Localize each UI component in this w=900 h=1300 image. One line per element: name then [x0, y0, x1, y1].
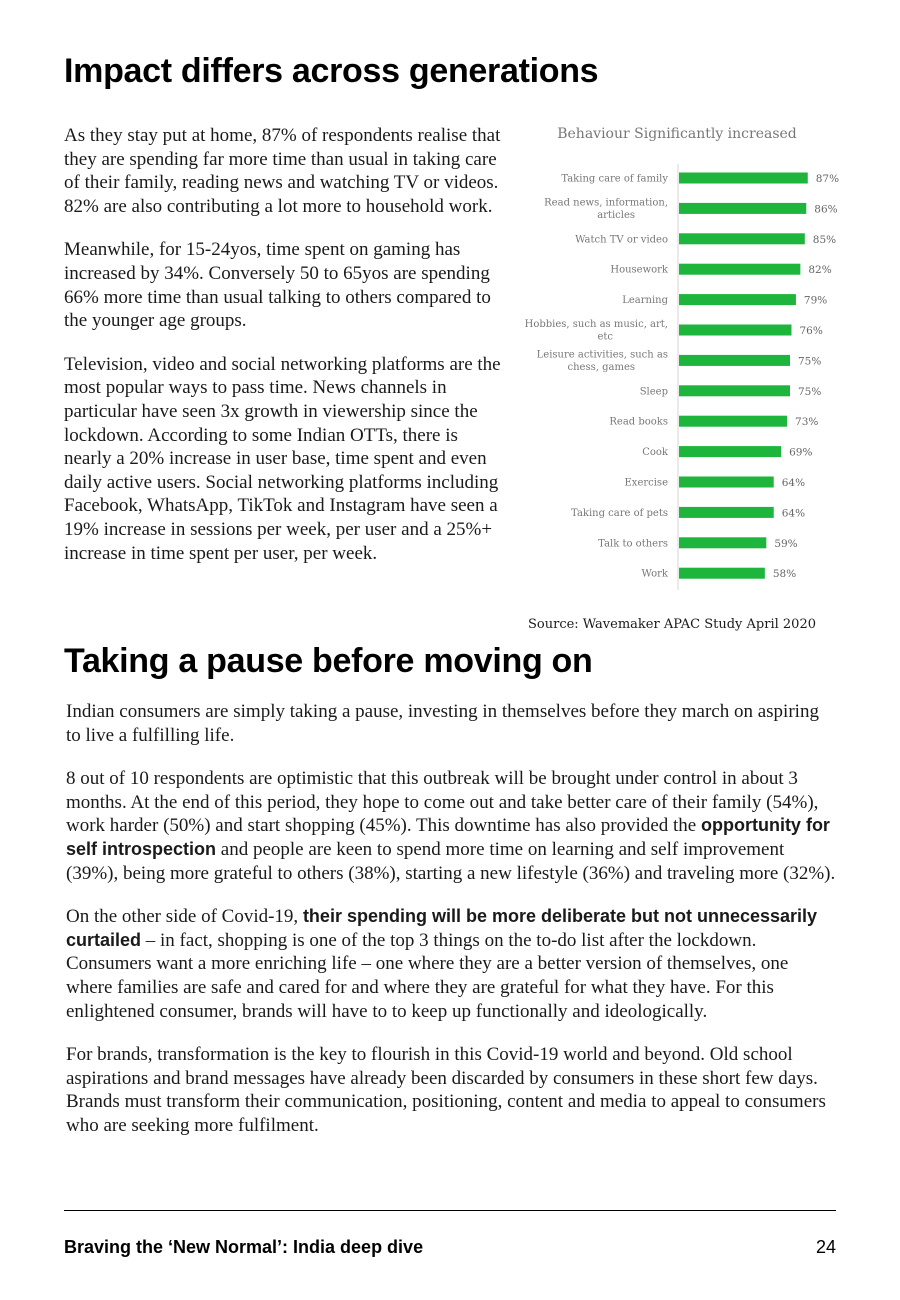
bar-cook: [679, 446, 781, 457]
paragraph-taking-pause: Indian consumers are simply taking a pause, investing in themselves before they march on aspiring to live a fulfilling life.: [66, 701, 819, 746]
category-label-line: Talk to others: [598, 538, 668, 550]
category-label: [622, 295, 668, 306]
category-label: [640, 386, 668, 397]
category-label: [571, 508, 668, 519]
bar-value-label: 64%: [781, 507, 806, 520]
bar-value-label: 73%: [795, 416, 819, 429]
category-label: [625, 478, 669, 489]
bar-value-label: 64%: [781, 477, 806, 489]
text-run: 8 out of 10 respondents are optimistic that this outbreak will be brought under control in about 3 months. At the end of this period, they hope to come out and take better care of their family (54%), work harder (50%) and start shopping (45%). This downtime has also provided the: [66, 768, 819, 837]
bar-watch-tv-or-video: [679, 233, 805, 244]
category-label-line: Read books: [609, 416, 668, 428]
bar-value-label: 79%: [803, 294, 828, 307]
category-label-line: Leisure activities, such as: [536, 349, 668, 361]
bar-value-label: 86%: [814, 203, 838, 216]
category-label: [609, 417, 668, 428]
category-label-line: Cook: [642, 447, 668, 459]
category-label-line: Watch TV or video: [575, 234, 668, 246]
page-number: 24: [815, 1237, 836, 1257]
category-label: [525, 319, 668, 343]
category-label-line: Work: [641, 568, 668, 580]
chart-source: Source: Wavemaker APAC Study April 2020: [528, 617, 816, 632]
category-label: [598, 538, 668, 549]
category-label-line: Read news, information,: [544, 197, 668, 209]
text-run: and people are keen to spend more time on learning and self improvement (39%), being more grateful to others (38%), starting a new lifestyle (36%) and traveling more (32%).: [66, 838, 836, 884]
category-label-line: articles: [597, 209, 635, 221]
paragraph-media-platforms: Television, video and social networking platforms are the most popular ways to pass time. News channels in particular have seen 3x growth in viewership since the lockdown. According to some Indian OTTs, there is nearly a 20% increase in user base, time spent and even daily active users. Social networking platforms including Facebook, WhatsApp, TikTok and Instagram have seen a 19% increase in sessions per week, per user and a 25%+ increase in time spent per user, per week.: [64, 353, 501, 564]
category-label: [642, 447, 669, 458]
category-label-line: Housework: [610, 264, 668, 276]
section-title-impact: Impact differs across generations: [64, 52, 599, 90]
category-label: [642, 569, 669, 580]
body-text-pause: [66, 700, 836, 1158]
bar-work: [679, 568, 765, 579]
category-label: [537, 349, 668, 373]
section-title-pause: Taking a pause before moving on: [64, 642, 593, 680]
bar-value-label: 59%: [774, 537, 798, 550]
bar-value-label: 58%: [772, 568, 797, 581]
footer-divider: [64, 1210, 836, 1211]
category-label: [610, 265, 669, 276]
emphasis-spending-deliberate: their spending will be more deliberate but not unnecessarily curtailed: [66, 906, 818, 950]
bar-value-label: 69%: [789, 446, 813, 459]
text-run: On the other side of Covid-19,: [66, 906, 303, 928]
bar-hobbies-such-as-music-art-etc: [679, 325, 791, 336]
behaviour-bar-chart: [520, 120, 840, 640]
intro-text-column: [64, 124, 504, 585]
bar-taking-care-of-family: [679, 173, 808, 184]
paragraph-brands-transformation: For brands, transformation is the key to flourish in this Covid-19 world and beyond. Old school aspirations and brand messages have already been discarded by consumers in these short few days. Brands must transform their communication, positioning, content and media to appeal to consumers who are seeking more fulfilment.: [66, 1044, 826, 1136]
paragraph-family-time: As they stay put at home, 87% of respondents realise that they are spending far more time than usual in taking care of their family, reading news and watching TV or videos. 82% are also contributing a lot more to household work.: [64, 125, 501, 217]
bar-read-books: [679, 416, 787, 427]
chart-title: Behaviour Significantly increased: [557, 126, 797, 142]
category-label: [561, 174, 668, 185]
emphasis-self-introspection: opportunity for self introspection: [66, 815, 830, 859]
category-label-line: Exercise: [624, 477, 668, 489]
text-run: – in fact, shopping is one of the top 3 things on the to-do list after the lockdown. Consumers want a more enriching life – one where they are a better version of themselves, one where families are safe and cared for and where they are grateful for what they have. For this enlightened consumer, brands will have to to keep up functionally and ideologically.: [66, 929, 789, 1022]
bar-sleep: [679, 385, 790, 396]
category-label-line: Learning: [622, 295, 668, 307]
bar-exercise: [679, 477, 774, 488]
category-label-line: Hobbies, such as music, art,: [524, 319, 668, 330]
footer-report-title: Braving the ‘New Normal’: India deep dive: [64, 1237, 424, 1257]
bar-leisure-activities-such-as-chess-games: [679, 355, 790, 366]
bar-value-label: 85%: [812, 233, 837, 246]
bar-talk-to-others: [679, 537, 766, 548]
bar-taking-care-of-pets: [679, 507, 774, 518]
bar-housework: [679, 264, 800, 275]
bar-value-label: 75%: [798, 385, 822, 398]
bar-learning: [679, 294, 796, 305]
bar-value-label: 76%: [799, 325, 823, 337]
category-label-line: etc: [597, 331, 613, 343]
category-label-line: chess, games: [567, 361, 635, 373]
category-label: [575, 234, 668, 245]
bar-value-label: 87%: [815, 173, 840, 185]
paragraph-gaming-age: Meanwhile, for 15-24yos, time spent on gaming has increased by 34%. Conversely 50 to 65yos are spending 66% more time than usual talking to others compared to the younger age groups.: [64, 239, 491, 332]
category-label: [544, 197, 668, 221]
paragraph-spending: [66, 905, 836, 1023]
bar-read-news-information-articles: [679, 203, 806, 214]
category-label-line: Taking care of pets: [571, 507, 668, 519]
category-label-line: Taking care of family: [561, 173, 668, 185]
paragraph-optimism: [66, 767, 836, 885]
category-label-line: Sleep: [639, 386, 668, 398]
bar-value-label: 82%: [808, 264, 832, 277]
bar-value-label: 75%: [798, 355, 822, 368]
